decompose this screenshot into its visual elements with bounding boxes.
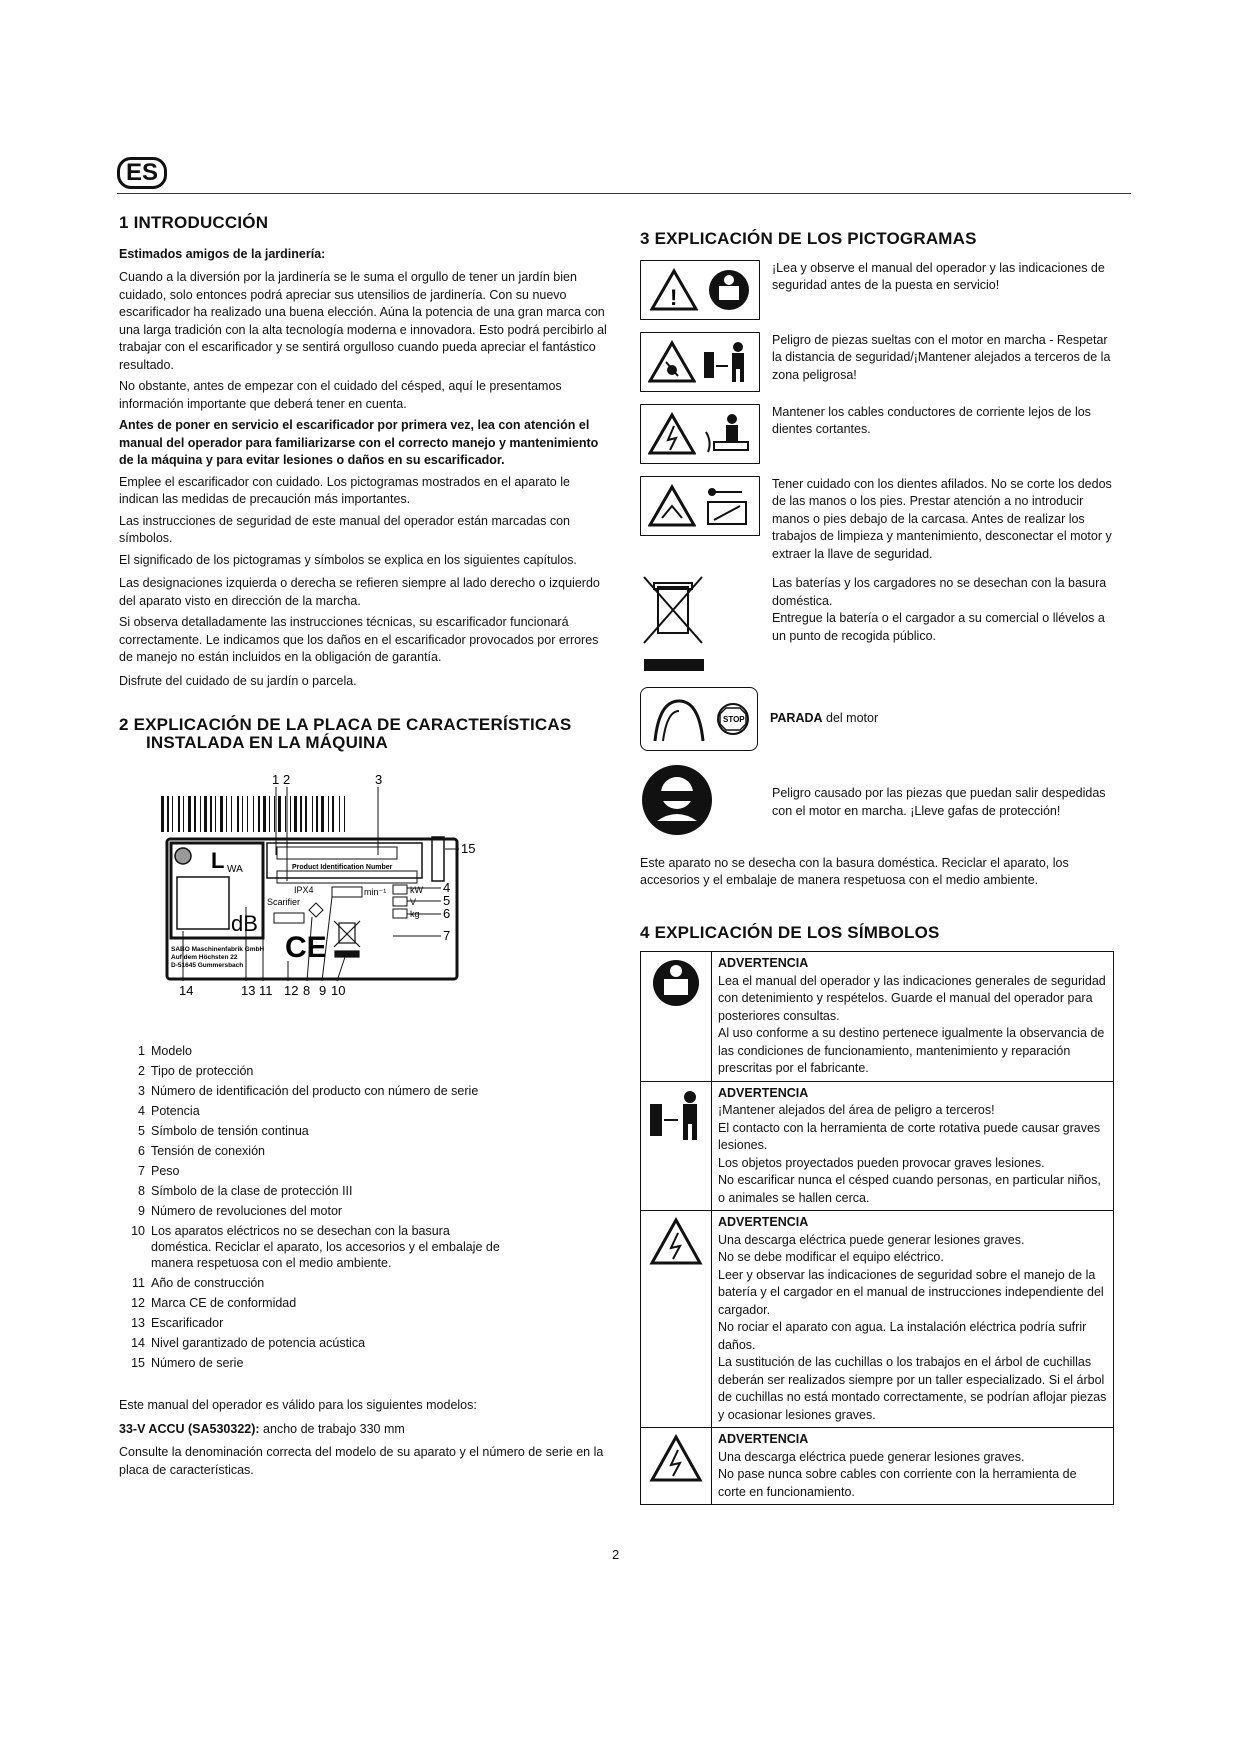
callout-1: 1 (272, 772, 280, 787)
legend-number: 9 (138, 1204, 145, 1218)
warning-line: Lea el manual del operador y las indicaciones generales de seguridad con detenimiento y respételos. Guarde el manual del operador para posteriores consultas. (718, 973, 1106, 1023)
intro-paragraph: Disfrute del cuidado de su jardín o parcela. (119, 673, 357, 688)
disposal-note: Este aparato no se desecha con la basura doméstica. Reciclar el aparato, los accesorios y el embalaje de manera respetuosa con el medio ambiente. (640, 855, 1069, 887)
callout-10: 10 (331, 983, 346, 998)
warning-line: Una descarga eléctrica puede generar lesiones graves. (718, 1232, 1025, 1247)
symbol-text-cell (712, 1211, 1114, 1428)
warning-line: No se debe modificar el equipo eléctrico. (718, 1250, 944, 1264)
barcode-bar (204, 796, 207, 832)
callout-3: 3 (375, 772, 383, 787)
legend-number: 6 (138, 1144, 145, 1158)
barcode-bar (242, 796, 243, 832)
pictogram-text: ¡Lea y observe el manual del operador y las indicaciones de seguridad antes de la puesta en servicio! (772, 260, 1105, 292)
loose-parts-icon (648, 340, 696, 384)
legend-text: Símbolo de tensión continua (151, 1124, 309, 1138)
barcode-bar (263, 796, 266, 832)
barcode-bar (344, 796, 345, 832)
section-1-heading: 1 INTRODUCCIÓN (119, 213, 269, 232)
warning-heading: ADVERTENCIA (718, 956, 809, 970)
barcode-bar (305, 796, 307, 832)
pictogram-box (640, 687, 758, 751)
section-2-heading (119, 716, 609, 751)
maintenance-key-icon (702, 484, 752, 528)
symbol-icon-cell (641, 1428, 712, 1505)
legend-number: 14 (131, 1336, 145, 1350)
svg-text:!: ! (669, 284, 677, 310)
legend-text: Modelo (151, 1044, 192, 1058)
barcode-bar (278, 796, 281, 832)
warning-line: El contacto con la herramienta de corte rotativa puede causar graves lesiones. (718, 1120, 1101, 1152)
pictogram-box (640, 260, 760, 320)
legend-number: 1 (138, 1044, 145, 1058)
barcode-bar (294, 796, 297, 832)
read-manual-icon (707, 268, 751, 312)
symbol-icon-cell (641, 952, 712, 1082)
barcode-bar (274, 796, 275, 832)
electric-shock-icon (649, 1434, 703, 1484)
warning-line: La sustitución de las cuchillas o los trabajos en el árbol de cuchillas deberán ser realizados siempre por un taller especializado. Si el árbol de cuchillas no está montado correctamente, se podrían aflojar piezas y ocasionar lesiones graves. (718, 1355, 1107, 1422)
callout-13: 13 (241, 983, 256, 998)
model-name: 33-V ACCU (SA530322): (119, 1421, 260, 1436)
bolt-icon (175, 848, 191, 864)
barcode-bar (316, 796, 318, 832)
legend-number: 4 (138, 1104, 145, 1118)
legend-number: 3 (138, 1084, 145, 1098)
legend-number: 5 (138, 1124, 145, 1138)
intro-paragraph: Las instrucciones de seguridad de este manual del operador están marcadas con símbolos. (119, 513, 570, 545)
legend-item (131, 1275, 609, 1291)
pictogram-text: Peligro de piezas sueltas con el motor en marcha - Respetar la distancia de seguridad/¡Mantener alejados a terceros de la zona peligrosa! (772, 332, 1111, 382)
plate-pin-label: Product Identification Number (292, 864, 393, 871)
warning-line: No rociar el aparato con agua. La instalación eléctrica podría sufrir daños. (718, 1320, 1087, 1352)
protection-class-icon (309, 903, 323, 917)
barcode-bar (285, 796, 286, 832)
eye-protection-icon (640, 763, 760, 843)
stop-label-rest: del motor (822, 711, 879, 726)
legend-number: 10 (131, 1224, 145, 1238)
callout-9: 9 (319, 983, 327, 998)
plate-lwa: L (211, 848, 225, 873)
plate-scarifier: Scarifier (267, 897, 301, 907)
intro-paragraph: Emplee el escarificador con cuidado. Los pictogramas mostrados en el aparato le indican las medidas de precaución más importantes. (119, 474, 570, 506)
symbols-table (640, 951, 1114, 1505)
barcode-bar (161, 796, 164, 832)
barcode-bar (172, 796, 173, 832)
plate-address-line2: Auf dem Höchsten 22 (171, 954, 238, 961)
barcode-bar (312, 796, 313, 832)
models-intro: Este manual del operador es válido para los siguientes modelos: (119, 1398, 477, 1412)
symbol-icon-cell (641, 1081, 712, 1211)
legend-text: Símbolo de la clase de protección III (151, 1184, 353, 1198)
plate-kg: kg (410, 909, 420, 919)
barcode (161, 796, 345, 832)
legend-text: Año de construcción (151, 1276, 265, 1290)
callout-7: 7 (443, 928, 451, 943)
symbol-row (641, 952, 1114, 1082)
legend-item (131, 1355, 609, 1371)
keep-distance-icon (648, 1088, 704, 1144)
model-width: ancho de trabajo 330 mm (259, 1421, 405, 1436)
barcode-bar (178, 796, 180, 832)
legend-text: Los aparatos eléctricos no se desechan con la basura doméstica. Reciclar el aparato, los accesorios y el embalaje de manera respetuosa con el medio ambiente. (151, 1224, 500, 1270)
warning-line: ¡Mantener alejados del área de peligro a terceros! (718, 1103, 995, 1117)
symbol-row (641, 1428, 1114, 1505)
legend-item (131, 1335, 609, 1351)
barcode-bar (210, 796, 212, 832)
barcode-bar (167, 796, 169, 832)
callout-15: 15 (461, 841, 476, 856)
section-2-heading-line2: INSTALADA EN LA MÁQUINA (146, 732, 388, 752)
legend-item (131, 1103, 609, 1119)
callout-12: 12 (284, 983, 299, 998)
sharp-tines-icon (648, 484, 696, 528)
section-2-heading-line1: 2 EXPLICACIÓN DE LA PLACA DE CARACTERÍSTICAS (119, 715, 572, 734)
legend-item (131, 1123, 609, 1139)
section-4-heading: 4 EXPLICACIÓN DE LOS SÍMBOLOS (640, 922, 940, 942)
pictogram-row (640, 687, 1120, 751)
barcode-bar (300, 796, 302, 832)
barcode-bar (290, 796, 291, 832)
plate-ce-mark: CE (285, 931, 327, 964)
symbol-text-cell (712, 1081, 1114, 1211)
barcode-bar (226, 796, 227, 832)
symbol-text-cell (712, 952, 1114, 1082)
barcode-bar (194, 796, 196, 832)
page-number: 2 (612, 1547, 620, 1562)
warning-heading: ADVERTENCIA (718, 1085, 809, 1100)
pictogram-row (640, 332, 1120, 392)
callout-14: 14 (179, 983, 194, 998)
legend-number: 13 (131, 1316, 145, 1330)
legend-number: 7 (138, 1164, 145, 1178)
plate-legend (131, 1043, 609, 1371)
pictogram-text (770, 710, 1120, 728)
barcode-bar (183, 796, 184, 832)
warning-line: Una descarga eléctrica puede generar lesiones graves. (718, 1449, 1025, 1464)
barcode-bar (247, 796, 248, 832)
barcode-bar (231, 796, 232, 832)
plate-min: min⁻¹ (364, 887, 387, 897)
legend-number: 8 (138, 1184, 145, 1198)
warning-line: No pase nunca sobre cables con corriente con la herramienta de corte en funcionamiento. (718, 1467, 1077, 1499)
plate-v: V (410, 897, 417, 907)
legend-text: Número de serie (151, 1356, 244, 1370)
plate-address-line3: D-51645 Gummersbach (171, 962, 244, 969)
barcode-bar (220, 796, 223, 832)
intro-paragraph: No obstante, antes de empezar con el cuidado del césped, aquí le presentamos información importante que deberá tener en cuenta. (119, 379, 562, 411)
legend-item (131, 1183, 609, 1199)
electric-shock-icon (649, 1217, 703, 1267)
legend-item (131, 1295, 609, 1311)
battery-disposal-icon (640, 575, 760, 675)
stop-label: PARADA (770, 711, 823, 726)
legend-item (131, 1083, 609, 1099)
intro-paragraph: El significado de los pictogramas y símbolos se explica en los siguientes capítulos. (119, 552, 577, 567)
pictogram-row (640, 763, 1120, 843)
pictogram-text: Mantener los cables conductores de corriente lejos de los dientes cortantes. (772, 404, 1091, 436)
legend-text: Peso (151, 1164, 180, 1178)
rating-plate-diagram (149, 771, 509, 1033)
left-column (119, 214, 609, 1483)
pictogram-text: Las baterías y los cargadores no se desechan con la basura doméstica. Entregue la batería o el cargador a su comercial o llévelos a un punto de recogida público. (772, 576, 1107, 643)
consult-paragraph: Consulte la denominación correcta del modelo de su aparato y el número de serie en la placa de características. (119, 1445, 604, 1477)
legend-text: Número de revoluciones del motor (151, 1204, 343, 1218)
barcode-bar (332, 796, 334, 832)
right-column (640, 230, 1120, 1505)
header-rule (117, 193, 1131, 194)
legend-text: Tensión de conexión (151, 1144, 265, 1158)
barcode-bar (188, 796, 191, 832)
intro-paragraph: Cuando a la diversión por la jardinería se le suma el orgullo de tener un jardín bien cuidado, solo entonces podrá apreciar sus utensilios de jardinería. Con su nuevo escarificador ha realizado una buena elección. Aúna la potencia de una gran marca con una larga tradición con la alta tecnología moderna e innovadora. Esto podrá percibirlo al trabajar con el escarificador y se sentirá orgulloso cuando pueda apreciar el fantástico resultado. (119, 270, 607, 372)
legend-number: 12 (131, 1296, 145, 1310)
legend-text: Tipo de protección (151, 1064, 254, 1078)
electric-cable-icon (702, 412, 752, 456)
plate-ipx: IPX4 (294, 885, 314, 895)
legend-text: Marca CE de conformidad (151, 1296, 297, 1310)
legend-text: Potencia (151, 1104, 200, 1118)
warning-line: No escarificar nunca el césped cuando personas, en particular niños, o animales se hallen cerca. (718, 1173, 1101, 1205)
warning-heading: ADVERTENCIA (718, 1215, 809, 1229)
legend-item (131, 1063, 609, 1079)
language-badge: ES (117, 157, 167, 189)
pictogram-text: Peligro causado por las piezas que puedan salir despedidas con el motor en marcha. ¡Lleve gafas de protección! (772, 786, 1106, 818)
legend-item (131, 1163, 609, 1179)
read-manual-icon (651, 958, 701, 1008)
pictogram-row (640, 476, 1120, 564)
keep-distance-icon (702, 340, 752, 384)
pictogram-box (640, 404, 760, 464)
pictogram-box (640, 476, 760, 536)
barcode-bar (253, 796, 254, 832)
stop-engine-icon (716, 702, 750, 736)
svg-text:STOP: STOP (722, 715, 745, 724)
barcode-bar (328, 796, 329, 832)
callout-4: 4 (443, 880, 451, 895)
legend-item (131, 1203, 609, 1219)
barcode-bar (339, 796, 340, 832)
barcode-bar (258, 796, 260, 832)
pictogram-row (640, 260, 1120, 320)
symbol-row (641, 1081, 1114, 1211)
callout-5: 5 (443, 893, 451, 908)
barcode-bar (269, 796, 270, 832)
plate-address-line1: SABO Maschinenfabrik GmbH (171, 946, 265, 953)
warning-line: Al uso conforme a su destino pertenece igualmente la observancia de las condiciones de funcionamiento, mantenimiento y reparación prescritas por el fabricante. (718, 1026, 1105, 1075)
legend-number: 2 (138, 1064, 145, 1078)
legend-number: 15 (131, 1356, 145, 1370)
barcode-bar (237, 796, 239, 832)
legend-item (131, 1223, 609, 1271)
callout-8: 8 (303, 983, 311, 998)
symbol-text-cell (712, 1428, 1114, 1505)
intro-paragraph: Si observa detalladamente las instrucciones técnicas, su escarificador funcionará correctamente. Le indicamos que los daños en el escarificador provocados por errores de manejo no están incluidos en la obligación de garantía. (119, 615, 599, 664)
electric-shock-icon (648, 412, 696, 456)
pictogram-row (640, 575, 1120, 675)
warning-line: Leer y observar las indicaciones de seguridad sobre el manejo de la batería y el cargador en el manual de instrucciones independiente del cargador. (718, 1267, 1104, 1317)
pictogram-row (640, 404, 1120, 464)
callout-6: 6 (443, 906, 451, 921)
model-line (119, 1421, 609, 1439)
plate-lwa-sub: WA (227, 864, 243, 875)
legend-text: Escarificador (151, 1316, 224, 1330)
legend-item (131, 1315, 609, 1331)
wheelie-bin-icon (334, 921, 360, 957)
callout-11: 11 (259, 983, 273, 998)
legend-item (131, 1043, 609, 1059)
legend-item (131, 1143, 609, 1159)
intro-warning-bold: Antes de poner en servicio el escarificador por primera vez, lea con atención el manual del operador para familiarizarse con el correcto manejo y mantenimiento de la máquina y para evitar lesiones o daños en su escarificador. (119, 418, 599, 467)
callout-2: 2 (283, 772, 291, 787)
pictogram-text: Tener cuidado con los dientes afilados. No se corte los dedos de las manos o los pies. Prestar atención a no introducir manos o pies debajo de la carcasa. Antes de realizar los trabajos de limpieza y mantenimiento, desconectar el motor y extraer la llave de seguridad. (772, 476, 1112, 561)
barcode-bar (215, 796, 216, 832)
warning-heading: ADVERTENCIA (718, 1432, 809, 1446)
barcode-bar (321, 796, 324, 832)
handle-bar-icon (649, 693, 709, 745)
legend-number: 11 (132, 1276, 145, 1290)
symbol-row (641, 1211, 1114, 1428)
warning-triangle-icon (650, 268, 698, 312)
symbol-icon-cell (641, 1211, 712, 1428)
section-3-heading: 3 EXPLICACIÓN DE LOS PICTOGRAMAS (640, 229, 977, 248)
pictogram-box (640, 332, 760, 392)
plate-db: dB (231, 911, 258, 936)
legend-text: Nivel garantizado de potencia acústica (151, 1336, 366, 1350)
intro-greeting: Estimados amigos de la jardinería: (119, 246, 326, 261)
legend-text: Número de identificación del producto con número de serie (151, 1084, 479, 1098)
barcode-bar (200, 796, 201, 832)
plate-kw: kW (410, 885, 423, 895)
warning-line: Los objetos proyectados pueden provocar graves lesiones. (718, 1155, 1045, 1170)
intro-paragraph: Las designaciones izquierda o derecha se refieren siempre al lado derecho o izquierdo del aparato visto en dirección de la marcha. (119, 576, 600, 608)
